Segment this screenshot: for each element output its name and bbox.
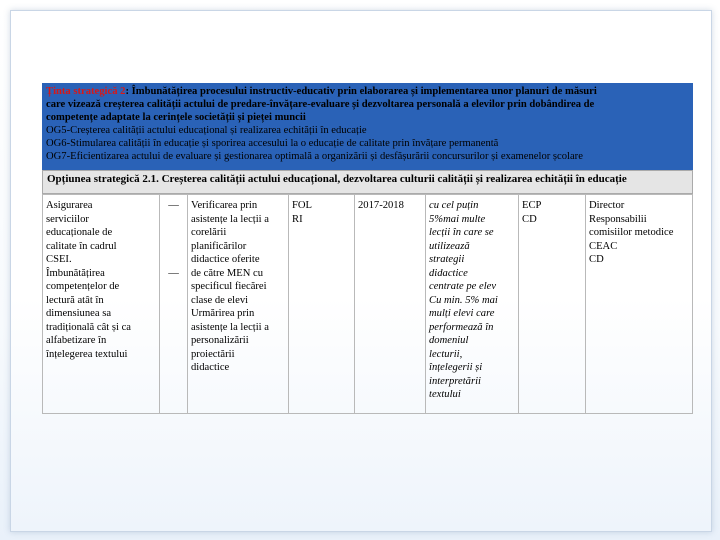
cell-line: personalizării xyxy=(191,335,249,346)
cell-line: tradițională cât și ca xyxy=(46,321,132,333)
cell-line: Verificarea prin xyxy=(191,200,258,211)
dash-bullet: — xyxy=(168,267,179,279)
strategic-target-box xyxy=(42,83,693,170)
cell-line: utilizează xyxy=(429,240,470,252)
responsible-cell xyxy=(586,195,693,414)
cell-line: CD xyxy=(589,254,604,265)
cell-line: performează în xyxy=(429,321,494,333)
cell-line: calitate în cadrul xyxy=(46,240,117,252)
cell-line: clase de elevi xyxy=(191,294,249,306)
cell-line: didactice xyxy=(429,267,468,279)
cell-line: centrate pe elev xyxy=(429,281,497,292)
strategic-target-title xyxy=(46,85,689,98)
cell-line: proiectării xyxy=(191,348,235,360)
indicators-cell xyxy=(426,195,519,414)
cell-line: lecturii, xyxy=(429,348,463,360)
cell-line: CD xyxy=(522,213,537,225)
cell-line: 5%mai multe xyxy=(429,213,486,225)
period-cell: 2017-2018 xyxy=(355,195,426,414)
cell-line: Responsabilii xyxy=(589,213,647,225)
table-row xyxy=(43,195,693,414)
strategic-target-line2: care vizează creșterea calității actului de predare-învățare-evaluare și dezvoltarea personală a elevilor prin dobândirea de xyxy=(46,99,595,110)
strategic-target-text: : Îmbunătățirea procesului instructiv-educativ prin elaborarea și implementarea unor planuri de măsuri xyxy=(125,86,597,97)
cell-line: CEAC xyxy=(589,240,618,252)
cell-line: textului xyxy=(429,389,461,400)
strategic-target-label: Ținta strategică 2 xyxy=(46,86,126,97)
cell-line: asistențe la lecții a xyxy=(191,321,269,333)
objective-og6: OG6-Stimularea calității în educație și sporirea accesului la o educație de calitate prin învățare permanentă xyxy=(46,138,499,149)
dash-cell xyxy=(160,195,188,414)
strategic-target-line3: competențe adaptate la cerințele societății și pieței muncii xyxy=(46,112,306,123)
cell-line: RI xyxy=(292,213,303,225)
cell-line: lectură atât în xyxy=(46,294,104,306)
cell-line: CSEI. xyxy=(46,254,72,265)
cell-line: cu cel puțin xyxy=(429,200,479,211)
cell-line: competențelor de xyxy=(46,281,120,292)
cell-line: Asigurarea xyxy=(46,200,93,211)
strategic-option-heading: Opțiunea strategică 2.1. Creșterea calității actului educațional, dezvoltarea culturii calității și realizarea echității în educație xyxy=(42,170,693,194)
cell-line: FOL xyxy=(292,200,313,211)
cell-line: alfabetizare în xyxy=(46,335,107,346)
cell-line: Cu min. 5% mai xyxy=(429,294,498,306)
cell-line: dimensiunea sa xyxy=(46,308,112,319)
cell-line: Îmbunătățirea xyxy=(46,267,105,279)
activities-cell xyxy=(188,195,289,414)
cell-line: serviciilor xyxy=(46,213,89,225)
action-plan-table xyxy=(42,194,693,414)
cell-line: corelării xyxy=(191,227,227,238)
cell-line: didactice xyxy=(191,362,230,373)
cell-line: specificul fiecărei xyxy=(191,281,267,292)
cell-line: comisiilor metodice xyxy=(589,227,674,238)
cell-line: înțelegerii și xyxy=(429,362,483,373)
cell-line: mulți elevi care xyxy=(429,308,495,319)
cell-line: înțelegerea textului xyxy=(46,348,128,360)
cell-line: didactice oferite xyxy=(191,254,260,265)
objective-og7: OG7-Eficientizarea actului de evaluare și gestionarea optimală a organizării și desfășurării concursurilor și examenelor școlare xyxy=(46,151,583,162)
cell-line: lecții în care se xyxy=(429,227,494,238)
cell-line: interpretării xyxy=(429,375,481,387)
objective-cell xyxy=(43,195,160,414)
cell-line: educaționale de xyxy=(46,227,113,238)
dash-bullet: — xyxy=(168,200,179,211)
cell-line: ECP xyxy=(522,200,542,211)
cell-line: Urmărirea prin xyxy=(191,308,255,319)
objective-og5: OG5-Creșterea calității actului educațional și realizarea echității în educație xyxy=(46,125,367,136)
resources-cell xyxy=(289,195,355,414)
cell-line: de către MEN cu xyxy=(191,267,264,279)
cell-line: strategii xyxy=(429,254,465,265)
cell-line: domeniul xyxy=(429,335,469,346)
cell-line: Director xyxy=(589,200,625,211)
partners-cell xyxy=(519,195,586,414)
cell-line: planificărilor xyxy=(191,240,247,252)
cell-line: asistențe la lecții a xyxy=(191,213,269,225)
